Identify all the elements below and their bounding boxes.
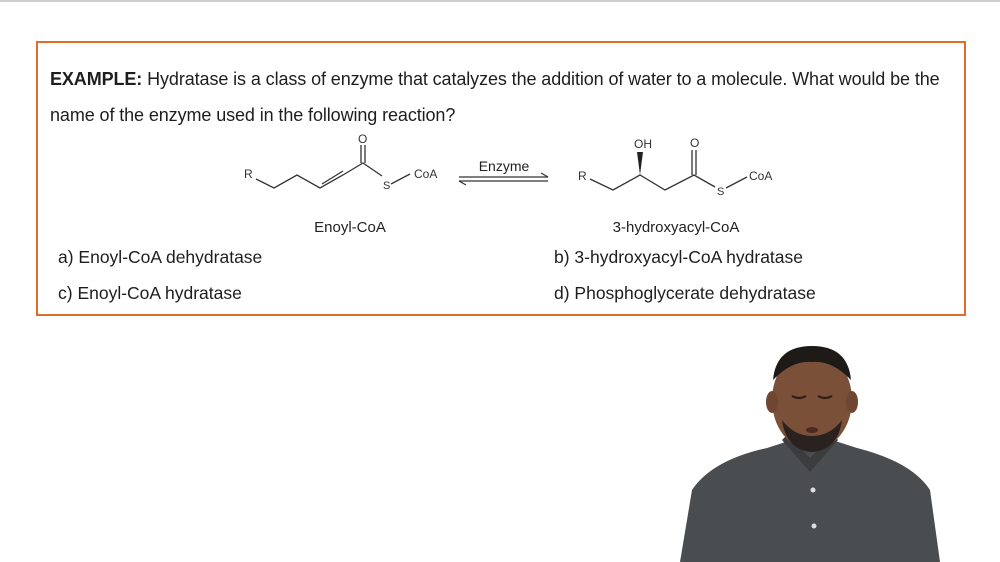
reactant-o-label: O <box>358 132 368 146</box>
product-name: 3-hydroxyacyl-CoA <box>612 219 740 236</box>
example-label: EXAMPLE: <box>50 69 143 89</box>
answer-d: d) Phosphoglycerate dehydratase <box>554 283 816 303</box>
answer-c: c) Enoyl-CoA hydratase <box>58 283 242 303</box>
product-r-label: R <box>578 169 587 183</box>
shirt-button <box>812 524 817 529</box>
wedge-bond <box>637 152 643 175</box>
reactant-name: Enoyl-CoA <box>314 219 386 236</box>
arrow-label: Enzyme <box>478 158 530 174</box>
shirt-button <box>811 488 816 493</box>
product-o-label: O <box>690 136 700 150</box>
reactant-coa-label: CoA <box>414 167 438 181</box>
product-oh-label: OH <box>634 137 652 151</box>
product-s-label: S <box>717 186 725 198</box>
product-coa-label: CoA <box>749 169 773 183</box>
reaction-scheme <box>0 0 1000 240</box>
presenter-video <box>672 340 947 562</box>
reactant-r-label: R <box>244 167 253 181</box>
equilibrium-arrow <box>459 173 548 185</box>
question-body: Hydratase is a class of enzyme that catalyzes the addition of water to a molecule. What would be the name of the enzyme used in the following reaction? <box>50 69 940 125</box>
reactant-s-label: S <box>383 180 391 192</box>
answer-a: a) Enoyl-CoA dehydratase <box>58 247 263 267</box>
hydroxyacyl-coa-structure <box>590 150 747 190</box>
answer-b: b) 3-hydroxyacyl-CoA hydratase <box>554 247 803 267</box>
